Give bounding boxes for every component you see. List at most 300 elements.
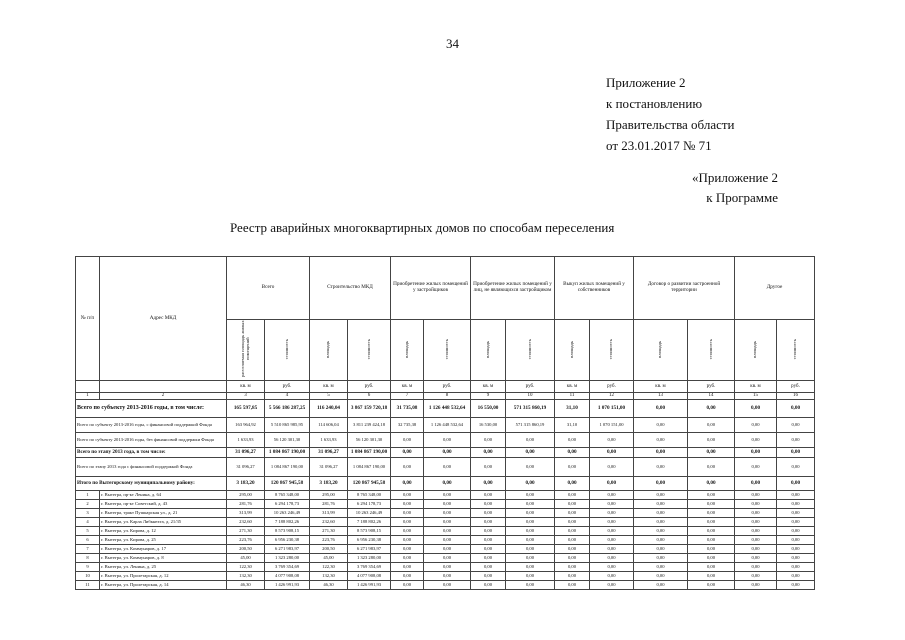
row-value: 232,60 bbox=[310, 518, 348, 527]
header-sub-text: стоимость bbox=[792, 339, 798, 360]
row-value: 0,00 bbox=[777, 536, 815, 545]
row-value: 0,00 bbox=[471, 536, 506, 545]
row-number: 5 bbox=[76, 527, 100, 536]
units-cell: кв. м bbox=[735, 381, 777, 393]
summary-value: 0,00 bbox=[777, 418, 815, 433]
row-value: 0,00 bbox=[590, 491, 634, 500]
row-number: 10 bbox=[76, 572, 100, 581]
summary-value: 1 070 151,00 bbox=[590, 400, 634, 418]
summary-value: 5 566 186 287,25 bbox=[265, 400, 310, 418]
header-group: Другое bbox=[735, 257, 815, 320]
row-value: 6 956 230,38 bbox=[265, 536, 310, 545]
row-address: г. Вытегра, ул. Ленина, д. 25 bbox=[100, 563, 227, 572]
summary-value: 0,00 bbox=[688, 477, 735, 491]
row-value: 0,00 bbox=[735, 509, 777, 518]
row-value: 10 263 246,49 bbox=[348, 509, 391, 518]
row-value: 0,00 bbox=[424, 491, 471, 500]
summary-value: 0,00 bbox=[471, 477, 506, 491]
summary-value: 1 633,93 bbox=[310, 433, 348, 448]
row-value: 0,00 bbox=[391, 563, 424, 572]
table-row bbox=[76, 581, 815, 590]
row-value: 4 077 908,08 bbox=[265, 572, 310, 581]
row-value: 0,00 bbox=[424, 518, 471, 527]
row-number: 8 bbox=[76, 554, 100, 563]
row-value: 223,76 bbox=[310, 536, 348, 545]
row-value: 0,00 bbox=[634, 527, 688, 536]
row-value: 45,00 bbox=[227, 554, 265, 563]
summary-value: 0,00 bbox=[777, 458, 815, 477]
summary-value: 0,00 bbox=[506, 433, 555, 448]
row-value: 8 765 348,00 bbox=[265, 491, 310, 500]
row-number: 11 bbox=[76, 581, 100, 590]
row-value: 0,00 bbox=[391, 491, 424, 500]
summary-value: 0,00 bbox=[735, 418, 777, 433]
summary-value: 0,00 bbox=[735, 448, 777, 458]
summary-value: 1 084 867 190,00 bbox=[265, 458, 310, 477]
column-number: 16 bbox=[777, 393, 815, 400]
header-sub bbox=[555, 320, 590, 381]
row-value: 0,00 bbox=[634, 563, 688, 572]
row-value: 313,99 bbox=[227, 509, 265, 518]
units-cell: руб. bbox=[424, 381, 471, 393]
row-value: 1 323 280,00 bbox=[348, 554, 391, 563]
summary-value: 31 096,27 bbox=[310, 458, 348, 477]
row-value: 0,00 bbox=[590, 572, 634, 581]
summary-value: 0,00 bbox=[506, 458, 555, 477]
row-value: 0,00 bbox=[471, 572, 506, 581]
units-cell: кв. м bbox=[471, 381, 506, 393]
row-value: 0,00 bbox=[634, 500, 688, 509]
row-value: 0,00 bbox=[634, 509, 688, 518]
header-group: Всего bbox=[227, 257, 310, 320]
row-value: 0,00 bbox=[391, 545, 424, 554]
summary-value: 0,00 bbox=[688, 448, 735, 458]
row-value: 0,00 bbox=[555, 581, 590, 590]
row-value: 0,00 bbox=[688, 527, 735, 536]
row-value: 0,00 bbox=[634, 572, 688, 581]
row-value: 0,00 bbox=[634, 491, 688, 500]
row-value: 0,00 bbox=[688, 554, 735, 563]
row-address: г. Вытегра, ул. Коммунаров, д. 8 bbox=[100, 554, 227, 563]
header-group: Приобретение жилых помещений у застройщиков bbox=[391, 257, 471, 320]
row-value: 0,00 bbox=[777, 572, 815, 581]
column-number: 5 bbox=[310, 393, 348, 400]
row-value: 0,00 bbox=[688, 536, 735, 545]
row-value: 0,00 bbox=[471, 545, 506, 554]
header-group-row bbox=[76, 257, 815, 320]
row-value: 0,00 bbox=[424, 581, 471, 590]
summary-value: 56 120 301,30 bbox=[348, 433, 391, 448]
summary-value: 0,00 bbox=[634, 418, 688, 433]
column-number: 13 bbox=[634, 393, 688, 400]
summary-value: 571 315 860,19 bbox=[506, 400, 555, 418]
summary-value: 1 633,93 bbox=[227, 433, 265, 448]
summary-value: 0,00 bbox=[735, 433, 777, 448]
header-sub-text: площадь bbox=[403, 340, 409, 358]
summary-value: 0,00 bbox=[391, 458, 424, 477]
summary-value: 0,00 bbox=[634, 477, 688, 491]
row-value: 0,00 bbox=[471, 500, 506, 509]
row-value: 0,00 bbox=[688, 518, 735, 527]
row-value: 0,00 bbox=[424, 536, 471, 545]
header-sub-text: стоимость bbox=[526, 339, 532, 360]
table-row bbox=[76, 572, 815, 581]
row-value: 0,00 bbox=[471, 509, 506, 518]
row-value: 0,00 bbox=[555, 536, 590, 545]
row-value: 0,00 bbox=[590, 527, 634, 536]
row-value: 0,00 bbox=[590, 518, 634, 527]
row-value: 281,76 bbox=[310, 500, 348, 509]
summary-value: 0,00 bbox=[777, 400, 815, 418]
summary-value: 116 240,04 bbox=[310, 400, 348, 418]
units-cell: руб. bbox=[777, 381, 815, 393]
row-value: 7 188 802,26 bbox=[348, 518, 391, 527]
row-value: 200,50 bbox=[227, 545, 265, 554]
summary-row bbox=[76, 448, 815, 458]
summary-row bbox=[76, 418, 815, 433]
column-number: 4 bbox=[265, 393, 310, 400]
row-value: 0,00 bbox=[506, 509, 555, 518]
appendix-line: Правительства области bbox=[606, 117, 735, 132]
table-row bbox=[76, 500, 815, 509]
row-value: 0,00 bbox=[555, 509, 590, 518]
summary-value: 16 530,00 bbox=[471, 418, 506, 433]
row-value: 0,00 bbox=[634, 581, 688, 590]
header-address: Адрес МКД bbox=[100, 257, 227, 381]
summary-value: 0,00 bbox=[424, 448, 471, 458]
summary-value: 0,00 bbox=[590, 458, 634, 477]
row-value: 295,00 bbox=[227, 491, 265, 500]
table-row bbox=[76, 563, 815, 572]
row-value: 0,00 bbox=[506, 545, 555, 554]
row-value: 0,00 bbox=[471, 554, 506, 563]
row-value: 8 573 908,15 bbox=[265, 527, 310, 536]
row-value: 0,00 bbox=[506, 581, 555, 590]
summary-label: Итого по Вытегорскому муниципальному району: bbox=[76, 477, 227, 491]
column-number: 10 bbox=[506, 393, 555, 400]
row-value: 1 426 991,93 bbox=[348, 581, 391, 590]
units-cell: руб. bbox=[688, 381, 735, 393]
summary-value: 0,00 bbox=[391, 448, 424, 458]
summary-value: 0,00 bbox=[506, 448, 555, 458]
table-row bbox=[76, 554, 815, 563]
row-value: 0,00 bbox=[777, 500, 815, 509]
row-value: 0,00 bbox=[506, 563, 555, 572]
row-value: 0,00 bbox=[424, 545, 471, 554]
header-sub bbox=[590, 320, 634, 381]
row-value: 6 271 983,97 bbox=[265, 545, 310, 554]
header-group: Выкуп жилых помещений у собственников bbox=[555, 257, 634, 320]
appendix-line: Приложение 2 bbox=[606, 75, 686, 90]
header-group: Приобретение жилых помещений у лиц, не являющихся застройщиком bbox=[471, 257, 555, 320]
units-cell: руб. bbox=[590, 381, 634, 393]
table-row bbox=[76, 527, 815, 536]
row-value: 0,00 bbox=[471, 563, 506, 572]
table-row bbox=[76, 545, 815, 554]
summary-value: 1 070 151,00 bbox=[590, 418, 634, 433]
row-value: 0,00 bbox=[735, 527, 777, 536]
row-value: 0,00 bbox=[590, 563, 634, 572]
row-value: 0,00 bbox=[424, 527, 471, 536]
summary-value: 16 550,00 bbox=[471, 400, 506, 418]
row-value: 281,76 bbox=[227, 500, 265, 509]
row-value: 0,00 bbox=[590, 500, 634, 509]
row-value: 0,00 bbox=[506, 500, 555, 509]
column-number: 7 bbox=[391, 393, 424, 400]
row-value: 0,00 bbox=[555, 572, 590, 581]
summary-value: 1 084 867 190,00 bbox=[348, 458, 391, 477]
summary-value: 120 867 945,58 bbox=[348, 477, 391, 491]
summary-value: 3 183,20 bbox=[310, 477, 348, 491]
table-row bbox=[76, 509, 815, 518]
row-value: 0,00 bbox=[688, 563, 735, 572]
row-value: 0,00 bbox=[391, 500, 424, 509]
appendix-line: от 23.01.2017 № 71 bbox=[606, 138, 712, 153]
row-value: 0,00 bbox=[735, 500, 777, 509]
row-number: 9 bbox=[76, 563, 100, 572]
summary-label: Всего по субъекту 2013-2016 годы, в том числе: bbox=[76, 400, 227, 418]
summary-value: 0,00 bbox=[688, 400, 735, 418]
header-sub-text: площадь bbox=[752, 340, 758, 358]
summary-value: 1 084 867 190,00 bbox=[348, 448, 391, 458]
summary-value: 1 126 448 532,64 bbox=[424, 400, 471, 418]
row-value: 0,00 bbox=[555, 500, 590, 509]
summary-label: Всего по субъекту 2013-2016 годы, без финансовой поддержки Фонда bbox=[76, 433, 227, 448]
summary-value: 0,00 bbox=[777, 477, 815, 491]
row-value: 0,00 bbox=[634, 518, 688, 527]
row-value: 0,00 bbox=[506, 572, 555, 581]
row-value: 8 573 908,15 bbox=[348, 527, 391, 536]
summary-value: 3 183,20 bbox=[227, 477, 265, 491]
row-value: 0,00 bbox=[424, 572, 471, 581]
header-sub-text: площадь bbox=[325, 340, 331, 358]
column-number: 6 bbox=[348, 393, 391, 400]
header-sub-text: стоимость bbox=[283, 339, 289, 360]
units-cell bbox=[100, 381, 227, 393]
row-address: г. Вытегра, ул. Пролетарская, д. 12 bbox=[100, 572, 227, 581]
summary-value: 0,00 bbox=[424, 477, 471, 491]
summary-value: 0,00 bbox=[471, 448, 506, 458]
header-sub-text: расселяемая площадь жилых помещений bbox=[239, 321, 250, 378]
row-value: 3 769 354,69 bbox=[348, 563, 391, 572]
column-number: 8 bbox=[424, 393, 471, 400]
row-value: 0,00 bbox=[777, 545, 815, 554]
summary-value: 165 597,85 bbox=[227, 400, 265, 418]
header-sub bbox=[634, 320, 688, 381]
program-appendix-line: к Программе bbox=[706, 190, 779, 205]
row-value: 6 271 983,97 bbox=[348, 545, 391, 554]
header-sub bbox=[471, 320, 506, 381]
units-cell: кв. м bbox=[391, 381, 424, 393]
summary-value: 0,00 bbox=[688, 418, 735, 433]
table-row bbox=[76, 491, 815, 500]
units-cell: руб. bbox=[348, 381, 391, 393]
header-sub bbox=[265, 320, 310, 381]
row-value: 0,00 bbox=[688, 545, 735, 554]
row-value: 0,00 bbox=[777, 527, 815, 536]
summary-value: 1 084 867 190,00 bbox=[265, 448, 310, 458]
units-cell: кв. м bbox=[227, 381, 265, 393]
summary-value: 0,00 bbox=[735, 400, 777, 418]
header-sub bbox=[777, 320, 815, 381]
row-value: 122,30 bbox=[227, 563, 265, 572]
row-address: г. Вытегра, ул. Пролетарская, д. 14 bbox=[100, 581, 227, 590]
appendix-line: к постановлению bbox=[606, 96, 703, 111]
row-address: г. Вытегра, ул. Карла Либкнехта, д. 21/35 bbox=[100, 518, 227, 527]
row-address: г. Вытегра, ул. Кирова, д. 12 bbox=[100, 527, 227, 536]
row-value: 0,00 bbox=[590, 545, 634, 554]
row-value: 0,00 bbox=[634, 545, 688, 554]
row-value: 122,30 bbox=[310, 563, 348, 572]
column-number: 9 bbox=[471, 393, 506, 400]
summary-value: 571 315 860,19 bbox=[506, 418, 555, 433]
row-value: 0,00 bbox=[391, 527, 424, 536]
row-number: 3 bbox=[76, 509, 100, 518]
summary-value: 0,00 bbox=[777, 448, 815, 458]
summary-value: 0,00 bbox=[590, 448, 634, 458]
row-value: 1 426 991,93 bbox=[265, 581, 310, 590]
summary-value: 163 964,92 bbox=[227, 418, 265, 433]
row-value: 0,00 bbox=[590, 536, 634, 545]
row-value: 0,00 bbox=[506, 518, 555, 527]
summary-value: 0,00 bbox=[424, 433, 471, 448]
row-address: г. Вытегра, пр-кт Ленина, д. 64 bbox=[100, 491, 227, 500]
row-value: 3 769 354,69 bbox=[265, 563, 310, 572]
summary-value: 1 126 448 532,64 bbox=[424, 418, 471, 433]
row-value: 0,00 bbox=[735, 536, 777, 545]
column-number: 14 bbox=[688, 393, 735, 400]
header-sub-text: стоимость bbox=[365, 339, 371, 360]
row-value: 0,00 bbox=[471, 527, 506, 536]
summary-value: 0,00 bbox=[735, 477, 777, 491]
summary-label: Всего по этапу 2013 года с финансовой поддержкой Фонда bbox=[76, 458, 227, 477]
column-number: 3 bbox=[227, 393, 265, 400]
row-value: 0,00 bbox=[391, 509, 424, 518]
row-value: 0,00 bbox=[688, 581, 735, 590]
summary-value: 56 120 301,30 bbox=[265, 433, 310, 448]
row-value: 46,30 bbox=[227, 581, 265, 590]
column-number: 15 bbox=[735, 393, 777, 400]
units-cell bbox=[76, 381, 100, 393]
row-value: 0,00 bbox=[688, 491, 735, 500]
row-value: 0,00 bbox=[735, 545, 777, 554]
header-sub bbox=[735, 320, 777, 381]
summary-row bbox=[76, 477, 815, 491]
row-value: 0,00 bbox=[777, 518, 815, 527]
summary-value: 0,00 bbox=[471, 458, 506, 477]
header-sub-text: площадь bbox=[568, 340, 574, 358]
row-value: 8 765 348,00 bbox=[348, 491, 391, 500]
row-value: 6 956 230,38 bbox=[348, 536, 391, 545]
summary-value: 31,10 bbox=[555, 418, 590, 433]
row-value: 0,00 bbox=[471, 518, 506, 527]
row-address: г. Вытегра, ул. Коммунаров, д. 17 bbox=[100, 545, 227, 554]
row-value: 0,00 bbox=[555, 518, 590, 527]
header-sub bbox=[688, 320, 735, 381]
row-value: 0,00 bbox=[391, 581, 424, 590]
row-value: 0,00 bbox=[555, 527, 590, 536]
row-value: 45,00 bbox=[310, 554, 348, 563]
summary-value: 0,00 bbox=[634, 458, 688, 477]
column-number: 11 bbox=[555, 393, 590, 400]
summary-value: 0,00 bbox=[555, 448, 590, 458]
row-value: 6 294 178,73 bbox=[265, 500, 310, 509]
summary-value: 3 811 239 424,18 bbox=[348, 418, 391, 433]
row-value: 132,30 bbox=[227, 572, 265, 581]
row-number: 6 bbox=[76, 536, 100, 545]
row-value: 0,00 bbox=[506, 491, 555, 500]
row-value: 0,00 bbox=[391, 554, 424, 563]
column-number: 1 bbox=[76, 393, 100, 400]
header-sub bbox=[506, 320, 555, 381]
row-value: 0,00 bbox=[634, 554, 688, 563]
column-number: 2 bbox=[100, 393, 227, 400]
row-number: 4 bbox=[76, 518, 100, 527]
row-value: 0,00 bbox=[735, 563, 777, 572]
program-appendix-block bbox=[692, 168, 778, 208]
row-value: 0,00 bbox=[391, 518, 424, 527]
column-number-row bbox=[76, 393, 815, 400]
row-value: 0,00 bbox=[391, 536, 424, 545]
header-group: Договор о развитии застроенной территории bbox=[634, 257, 735, 320]
summary-value: 31 096,27 bbox=[227, 448, 265, 458]
row-value: 0,00 bbox=[735, 518, 777, 527]
row-value: 6 294 178,73 bbox=[348, 500, 391, 509]
row-value: 0,00 bbox=[424, 500, 471, 509]
units-cell: руб. bbox=[265, 381, 310, 393]
units-cell: кв. м bbox=[634, 381, 688, 393]
row-value: 0,00 bbox=[424, 509, 471, 518]
row-value: 0,00 bbox=[735, 554, 777, 563]
summary-value: 0,00 bbox=[634, 433, 688, 448]
summary-value: 0,00 bbox=[471, 433, 506, 448]
row-value: 0,00 bbox=[555, 545, 590, 554]
row-value: 0,00 bbox=[391, 572, 424, 581]
row-value: 0,00 bbox=[471, 491, 506, 500]
row-value: 313,99 bbox=[310, 509, 348, 518]
summary-label: Всего по этапу 2013 года, в том числе: bbox=[76, 448, 227, 458]
header-sub-text: площадь bbox=[484, 340, 490, 358]
program-appendix-line: «Приложение 2 bbox=[692, 170, 779, 185]
row-value: 0,00 bbox=[777, 491, 815, 500]
summary-row bbox=[76, 458, 815, 477]
row-value: 0,00 bbox=[688, 509, 735, 518]
row-value: 232,60 bbox=[227, 518, 265, 527]
row-value: 0,00 bbox=[688, 500, 735, 509]
table-row bbox=[76, 536, 815, 545]
row-value: 0,00 bbox=[777, 509, 815, 518]
units-cell: кв. м bbox=[555, 381, 590, 393]
header-sub bbox=[391, 320, 424, 381]
summary-value: 0,00 bbox=[555, 458, 590, 477]
row-value: 0,00 bbox=[590, 554, 634, 563]
row-value: 0,00 bbox=[590, 509, 634, 518]
row-address: г. Вытегра, тракт Пушкарская ул., д. 21 bbox=[100, 509, 227, 518]
summary-value: 31,10 bbox=[555, 400, 590, 418]
row-value: 1 323 280,00 bbox=[265, 554, 310, 563]
row-value: 0,00 bbox=[471, 581, 506, 590]
summary-value: 0,00 bbox=[391, 477, 424, 491]
summary-value: 0,00 bbox=[555, 477, 590, 491]
row-value: 0,00 bbox=[424, 554, 471, 563]
summary-value: 0,00 bbox=[777, 433, 815, 448]
row-value: 0,00 bbox=[777, 581, 815, 590]
row-value: 0,00 bbox=[424, 563, 471, 572]
row-value: 271,30 bbox=[227, 527, 265, 536]
row-value: 132,30 bbox=[310, 572, 348, 581]
row-value: 271,30 bbox=[310, 527, 348, 536]
header-num: № п/п bbox=[76, 257, 100, 381]
